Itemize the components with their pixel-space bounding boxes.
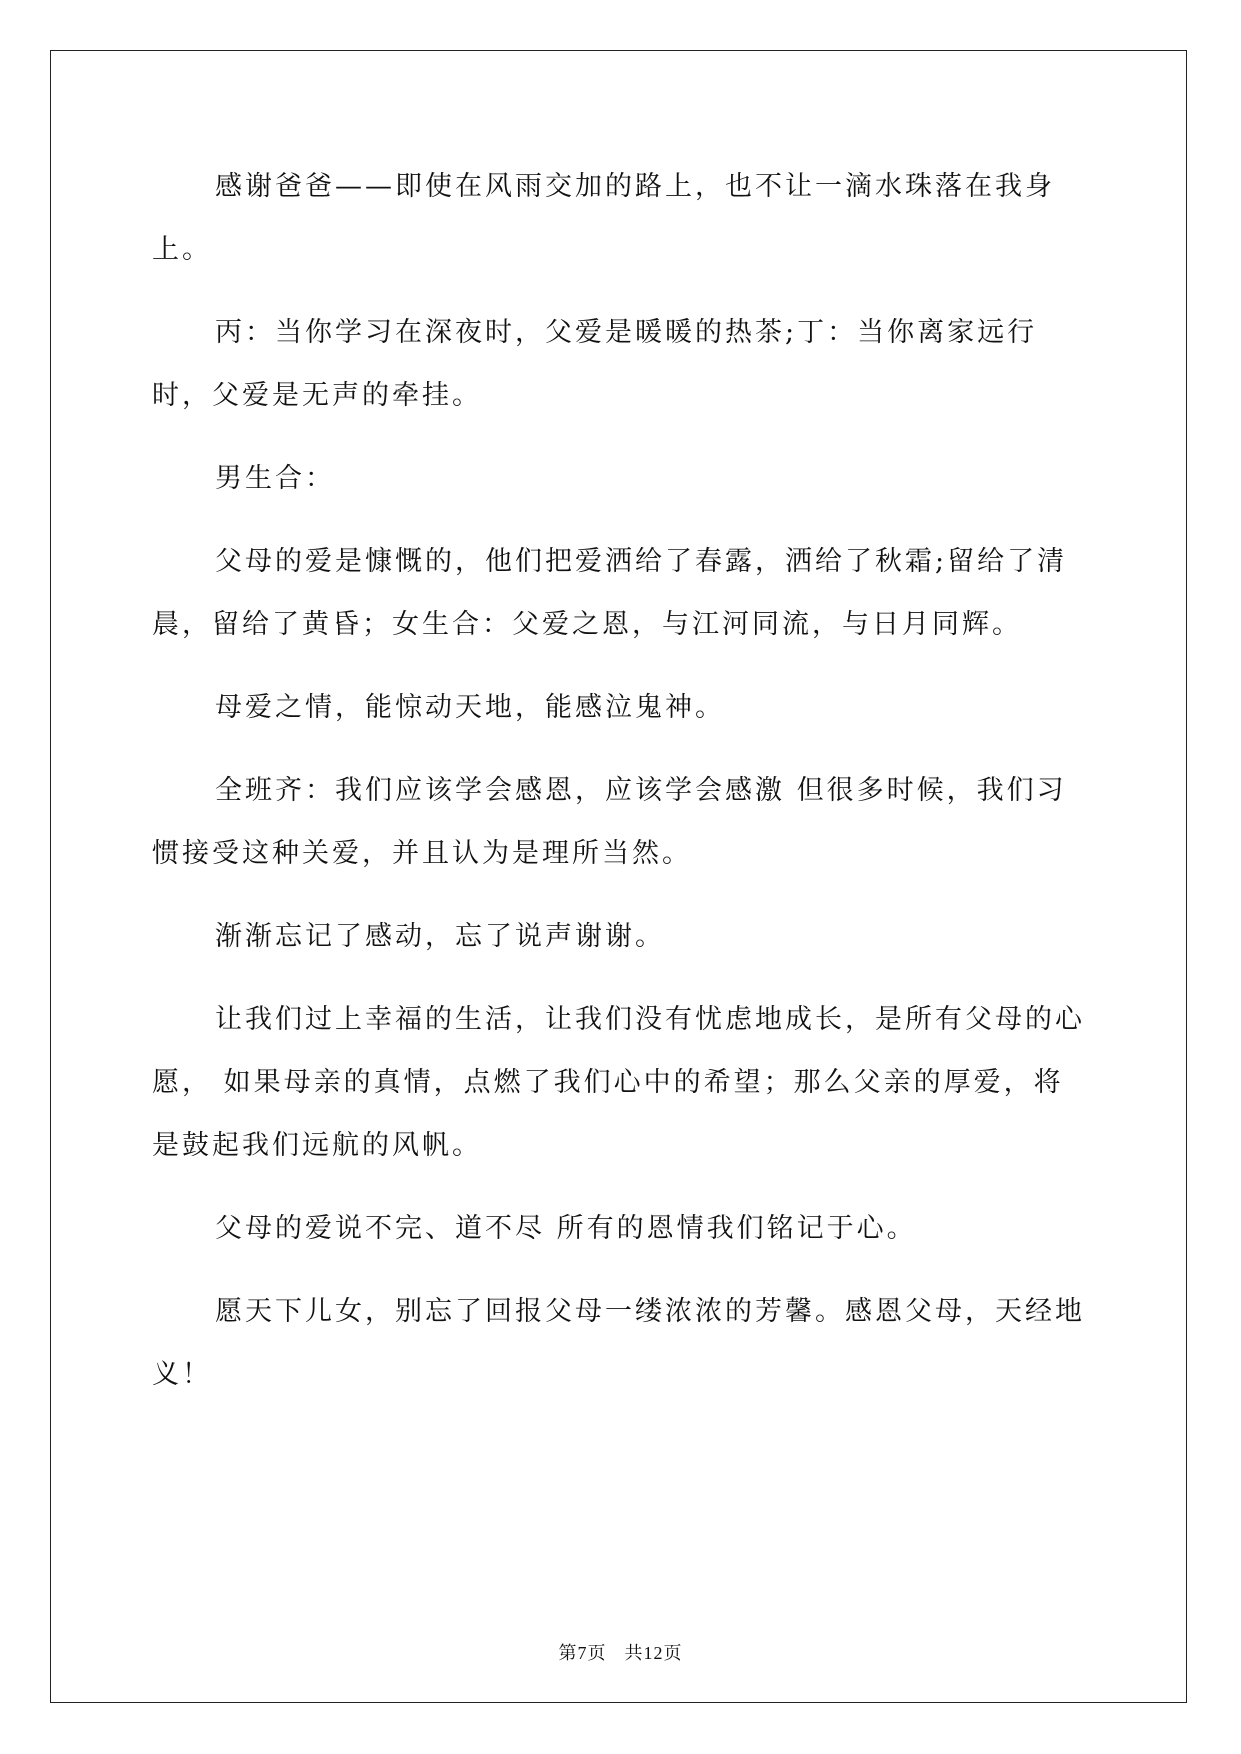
paragraph: 让我们过上幸福的生活，让我们没有忧虑地成长，是所有父母的心愿， 如果母亲的真情，点燃了我们心中的希望；那么父亲的厚爱，将是鼓起我们远航的风帆。 <box>152 1004 1085 1161</box>
page-footer <box>0 1639 1241 1665</box>
paragraph: 渐渐忘记了感动，忘了说声谢谢。 <box>215 921 665 952</box>
page-number: 第7页 <box>558 1643 607 1663</box>
page-total: 共12页 <box>624 1643 683 1663</box>
paragraph: 父母的爱说不完、道不尽 所有的恩情我们铭记于心。 <box>215 1213 917 1244</box>
paragraph: 男生合： <box>215 463 335 494</box>
paragraph: 丙：当你学习在深夜时，父爱是暖暖的热茶;丁：当你离家远行时，父爱是无声的牵挂。 <box>152 317 1038 411</box>
paragraph: 母爱之情，能惊动天地，能感泣鬼神。 <box>215 692 725 723</box>
document-body <box>152 155 1092 1426</box>
paragraph: 愿天下儿女，别忘了回报父母一缕浓浓的芳馨。感恩父母，天经地义！ <box>152 1296 1085 1390</box>
paragraph: 父母的爱是慷慨的，他们把爱洒给了春露，洒给了秋霜;留给了清晨，留给了黄昏；女生合：父爱之恩，与江河同流，与日月同辉。 <box>152 546 1068 640</box>
paragraph: 感谢爸爸——即使在风雨交加的路上，也不让一滴水珠落在我身上。 <box>152 171 1055 265</box>
paragraph: 全班齐：我们应该学会感恩，应该学会感激 但很多时候，我们习惯接受这种关爱，并且认为是理所当然。 <box>152 775 1067 869</box>
